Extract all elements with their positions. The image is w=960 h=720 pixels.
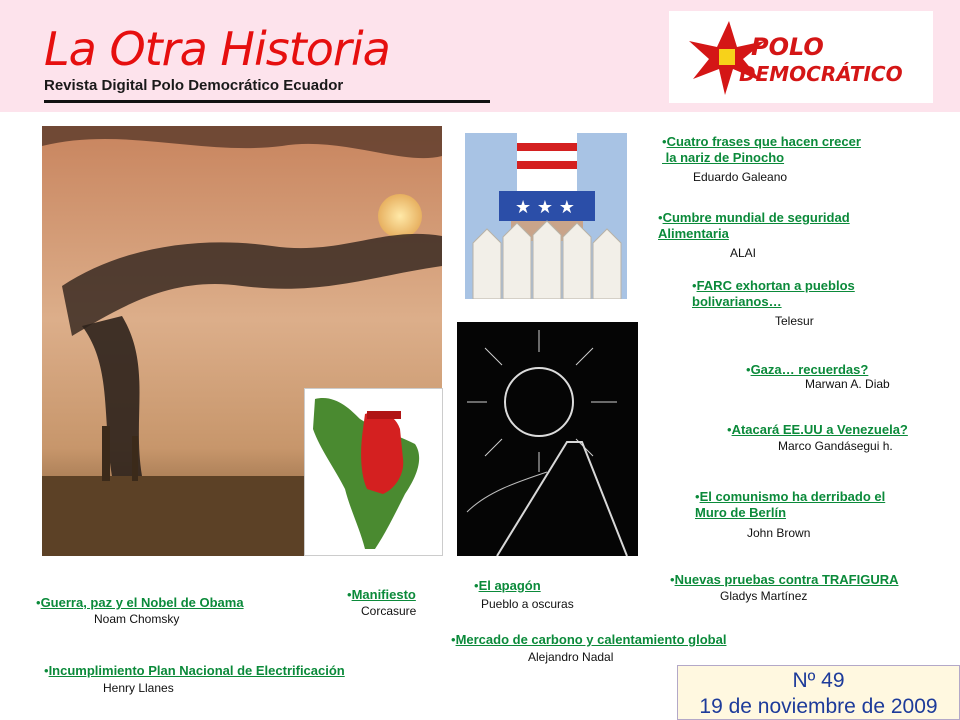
article-apagon[interactable] bbox=[474, 578, 541, 594]
article-link-cont[interactable]: la nariz de Pinocho bbox=[662, 150, 785, 165]
bullet-icon: • bbox=[474, 578, 479, 593]
article-link-cont[interactable]: Alimentaria bbox=[658, 226, 729, 241]
article-link[interactable]: Cumbre mundial de seguridad bbox=[662, 210, 850, 225]
author-brown: John Brown bbox=[747, 526, 811, 540]
article-link[interactable]: Gaza… recuerdas? bbox=[750, 362, 869, 377]
article-link[interactable]: Atacará EE.UU a Venezuela? bbox=[731, 422, 908, 437]
logo-star-icon bbox=[669, 11, 933, 103]
title-underline bbox=[44, 100, 490, 103]
article-link[interactable]: FARC exhortan a pueblos bbox=[696, 278, 855, 293]
article-farc[interactable] bbox=[692, 278, 855, 310]
article-link[interactable]: El apagón bbox=[478, 578, 541, 593]
article-cumbre[interactable] bbox=[658, 210, 850, 242]
article-muro-berlin[interactable] bbox=[695, 489, 885, 521]
bullet-icon: • bbox=[695, 489, 700, 504]
bullet-icon: • bbox=[44, 663, 49, 678]
author-alai: ALAI bbox=[730, 246, 757, 260]
article-link-cont[interactable]: Muro de Berlín bbox=[695, 505, 787, 520]
article-pinocho[interactable] bbox=[662, 134, 861, 166]
bullet-icon: • bbox=[662, 134, 667, 149]
author-pueblo-a-oscuras: Pueblo a oscuras bbox=[481, 597, 574, 611]
article-manifiesto[interactable] bbox=[347, 587, 416, 603]
issue-number: Nº 49 bbox=[792, 669, 845, 692]
bullet-icon: • bbox=[347, 587, 352, 602]
bullet-icon: • bbox=[658, 210, 663, 225]
article-link[interactable]: El comunismo ha derribado el bbox=[699, 489, 886, 504]
bullet-icon: • bbox=[727, 422, 732, 437]
author-martinez: Gladys Martínez bbox=[720, 589, 808, 603]
article-link-cont[interactable]: bolivarianos… bbox=[692, 294, 782, 309]
article-gaza[interactable] bbox=[746, 362, 868, 378]
magazine-title: La Otra Historia bbox=[44, 22, 390, 76]
article-link[interactable]: Manifiesto bbox=[351, 587, 416, 602]
latin-america-fist-image bbox=[304, 388, 443, 556]
article-trafigura[interactable] bbox=[670, 572, 899, 588]
svg-text:★ ★ ★: ★ ★ ★ bbox=[515, 197, 575, 218]
apagon-sketch-image bbox=[457, 322, 638, 556]
logo-text-polo: POLO bbox=[751, 33, 824, 61]
logo-text-democratico: DEMOCRÁTICO bbox=[739, 62, 903, 86]
bullet-icon: • bbox=[670, 572, 675, 587]
article-electrificacion[interactable] bbox=[44, 663, 345, 679]
article-nobel-obama[interactable] bbox=[36, 595, 244, 611]
author-galeano: Eduardo Galeano bbox=[693, 170, 788, 184]
article-mercado-carbono[interactable] bbox=[451, 632, 726, 648]
author-diab: Marwan A. Diab bbox=[805, 377, 890, 391]
author-chomsky: Noam Chomsky bbox=[94, 612, 180, 626]
issue-box bbox=[677, 665, 960, 720]
issue-date: 19 de noviembre de 2009 bbox=[699, 695, 938, 718]
article-link[interactable]: Cuatro frases que hacen crecer bbox=[666, 134, 861, 149]
polo-democratico-logo[interactable] bbox=[669, 11, 933, 103]
article-link[interactable]: Incumplimiento Plan Nacional de Electrificación bbox=[48, 663, 345, 678]
author-gandasegui: Marco Gandásegui h. bbox=[778, 439, 893, 453]
uncle-sam-fence-image bbox=[465, 133, 627, 299]
bullet-icon: • bbox=[451, 632, 456, 647]
author-nadal: Alejandro Nadal bbox=[528, 650, 614, 664]
author-telesur: Telesur bbox=[775, 314, 814, 328]
bullet-icon: • bbox=[746, 362, 751, 377]
bullet-icon: • bbox=[692, 278, 697, 293]
author-corcasure: Corcasure bbox=[361, 604, 417, 618]
article-link[interactable]: Mercado de carbono y calentamiento global bbox=[455, 632, 727, 647]
magazine-subtitle: Revista Digital Polo Democrático Ecuador bbox=[44, 77, 344, 94]
author-llanes: Henry Llanes bbox=[103, 681, 174, 695]
article-link[interactable]: Nuevas pruebas contra TRAFIGURA bbox=[674, 572, 899, 587]
bullet-icon: • bbox=[36, 595, 41, 610]
article-link[interactable]: Guerra, paz y el Nobel de Obama bbox=[40, 595, 244, 610]
article-venezuela[interactable] bbox=[727, 422, 908, 438]
